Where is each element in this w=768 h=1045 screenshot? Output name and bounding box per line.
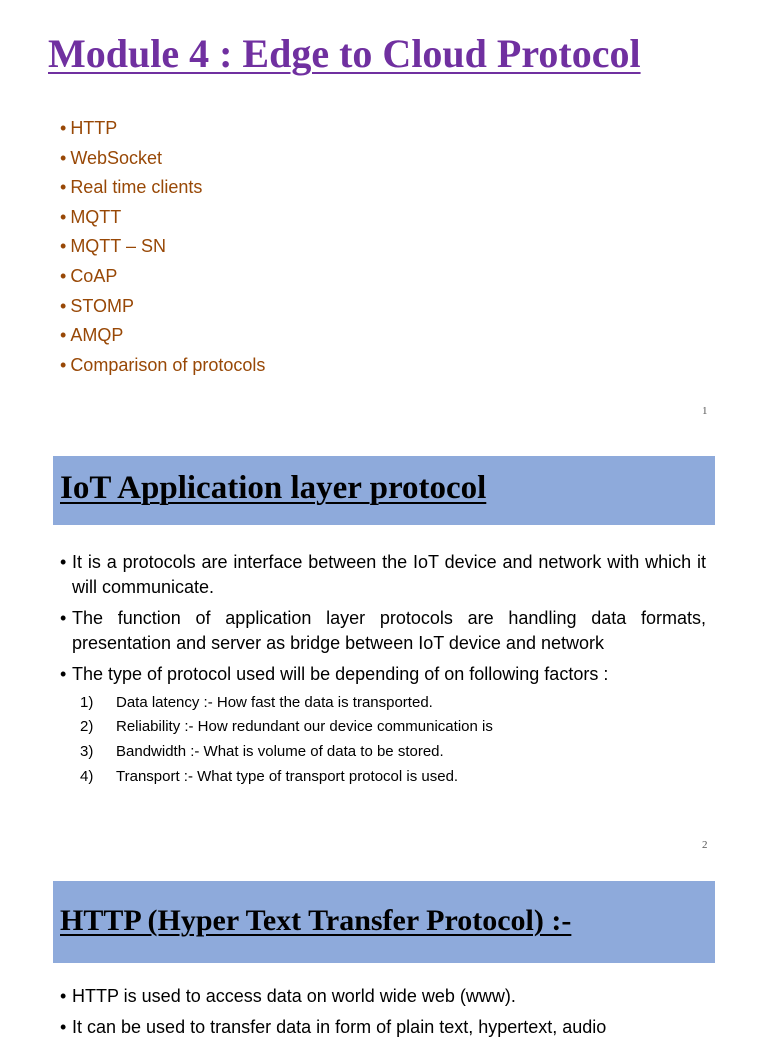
bullet-icon: • xyxy=(60,986,67,1006)
topic-item xyxy=(60,173,265,203)
slide-2-title: IoT Application layer protocol xyxy=(60,470,487,506)
bullet-text: The function of application layer protocols are handling data formats, presentation and server as bridge between IoT device and network xyxy=(72,608,706,653)
factor-number: 4) xyxy=(80,767,94,785)
slide-1-title: Module 4 : Edge to Cloud Protocol xyxy=(48,31,641,76)
page-number: 1 xyxy=(702,405,708,417)
slide-2 xyxy=(0,428,768,864)
factor-item xyxy=(72,691,706,716)
factor-number: 3) xyxy=(80,742,94,760)
bullet-icon: • xyxy=(60,552,67,572)
bullet-text: HTTP is used to access data on world wide web (www). xyxy=(72,986,516,1006)
topic-label: MQTT xyxy=(70,206,122,227)
topic-label: Real time clients xyxy=(70,177,203,198)
bullet-item xyxy=(60,1015,706,1040)
topic-label: Comparison of protocols xyxy=(70,354,266,375)
bullet-text: It is a protocols are interface between the IoT device and network with which it will communicate. xyxy=(72,552,706,597)
bullet-icon: • xyxy=(60,236,67,257)
topic-item xyxy=(60,262,265,292)
bullet-item xyxy=(60,606,706,655)
factor-text: Transport :- What type of transport protocol is used. xyxy=(116,767,459,785)
bullet-icon: • xyxy=(60,206,67,227)
factor-text: Bandwidth :- What is volume of data to be stored. xyxy=(116,742,444,760)
factor-item xyxy=(72,715,706,740)
bullet-item xyxy=(60,984,706,1009)
factor-number: 2) xyxy=(80,718,94,736)
topic-label: HTTP xyxy=(70,118,118,138)
slide-3 xyxy=(0,864,768,1037)
topic-label: WebSocket xyxy=(70,147,163,168)
factor-text: Data latency :- How fast the data is transported. xyxy=(116,693,433,711)
bullet-list xyxy=(60,550,706,796)
topic-item xyxy=(60,114,265,144)
slide-3-title: HTTP (Hyper Text Transfer Protocol) :- xyxy=(60,904,572,937)
factor-text: Reliability :- How redundant our device communication is xyxy=(116,718,493,736)
bullet-item xyxy=(60,662,706,789)
bullet-list xyxy=(60,984,706,1045)
topic-label: AMQP xyxy=(70,325,124,346)
title-band xyxy=(53,881,715,963)
bullet-icon: • xyxy=(60,118,67,138)
bullet-icon: • xyxy=(60,664,67,684)
bullet-text: The type of protocol used will be depending of on following factors : xyxy=(72,664,609,684)
bullet-icon: • xyxy=(60,1016,67,1037)
slide-1 xyxy=(0,0,768,428)
bullet-icon: • xyxy=(60,177,67,198)
bullet-icon: • xyxy=(60,265,67,286)
bullet-item xyxy=(60,550,706,599)
factor-list xyxy=(72,691,706,790)
topic-label: STOMP xyxy=(70,295,134,316)
bullet-text: It can be used to transfer data in form of plain text, hypertext, audio xyxy=(72,1016,607,1037)
factor-item xyxy=(72,765,706,790)
topic-item xyxy=(60,321,265,351)
topic-item xyxy=(60,292,265,322)
topic-item xyxy=(60,144,265,174)
topic-list xyxy=(60,114,265,380)
bullet-icon: • xyxy=(60,608,67,628)
factor-item xyxy=(72,740,706,765)
bullet-icon: • xyxy=(60,147,67,168)
topic-label: CoAP xyxy=(70,265,118,286)
page-number: 2 xyxy=(702,839,708,851)
factor-number: 1) xyxy=(80,693,94,711)
topic-label: MQTT – SN xyxy=(70,236,166,257)
topic-item xyxy=(60,232,265,262)
bullet-icon: • xyxy=(60,325,67,346)
bullet-icon: • xyxy=(60,354,67,375)
topic-item xyxy=(60,351,265,381)
topic-item xyxy=(60,203,265,233)
title-band xyxy=(53,456,715,525)
bullet-icon: • xyxy=(60,295,67,316)
